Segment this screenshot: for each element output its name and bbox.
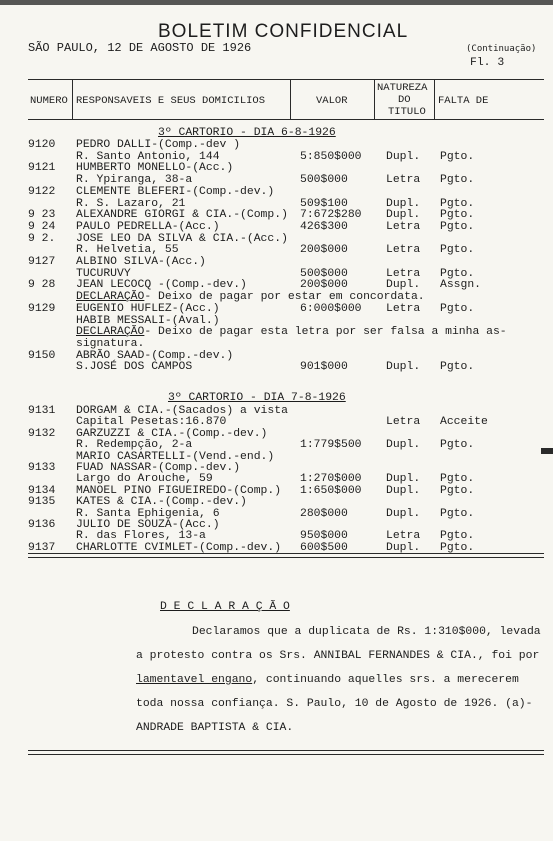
place-date: SÃO PAULO, 12 DE AGOSTO DE 1926 <box>28 41 252 55</box>
entry-text: TUCURUVY <box>76 267 131 280</box>
entry-natureza: Dupl. <box>386 361 421 374</box>
entry-text: JEAN LECOCQ -(Comp.-dev.) <box>76 279 247 292</box>
entry-valor: 280$000 <box>300 507 348 520</box>
entry-valor: 200$000 <box>300 244 348 257</box>
entry-number: 9133 <box>28 462 56 474</box>
table-col-divider-1 <box>72 79 73 119</box>
entry-natureza: Letra <box>386 174 421 187</box>
entry-natureza: Dupl. <box>386 473 421 486</box>
entry-falta: Pgto. <box>440 361 475 374</box>
col-header-numero: NUMERO <box>30 95 68 107</box>
entry-valor: 5:850$000 <box>300 150 362 163</box>
declaracao-underlined-phrase: lamentavel engano <box>136 674 253 686</box>
declaracao-line-2: a protesto contra os Srs. ANNIBAL FERNANDES & CIA., foi por <box>136 650 540 662</box>
entry-text: HABIB MESSALI-(Aval.) <box>76 314 220 327</box>
entry-text: HUMBERTO MONELLO-(Acc.) <box>76 162 234 175</box>
entry-natureza: Letra <box>386 244 421 257</box>
entry-falta: Pgto. <box>440 220 475 233</box>
entry-valor: 500$000 <box>300 267 348 280</box>
entry-valor: 509$100 <box>300 197 348 210</box>
entry-natureza: Dupl. <box>386 541 421 554</box>
entry-falta: Pgto. <box>440 507 475 520</box>
entry-text: R. das Flores, 13-a <box>76 530 206 543</box>
table-col-divider-3 <box>374 79 375 119</box>
entry-natureza: Letra <box>386 302 421 315</box>
col-header-natureza-1: NATUREZA <box>377 82 428 94</box>
col-header-falta: FALTA DE <box>438 95 489 107</box>
entry-number: 9131 <box>28 405 56 417</box>
entry-text: MANOEL PINO FIGUEIREDO-(Comp.) <box>76 484 282 497</box>
entry-text: R. Helvetia, 55 <box>76 244 179 257</box>
declaracao-line-1: Declaramos que a duplicata de Rs. 1:310$000, levada <box>192 626 541 638</box>
entry-number: 9121 <box>28 162 56 175</box>
margin-ink-mark <box>541 448 553 454</box>
table-header-bottom-rule <box>28 119 544 120</box>
entry-falta: Pgto. <box>440 541 475 554</box>
entry-falta: Pgto. <box>440 267 475 280</box>
entry-text: signatura. <box>76 337 145 350</box>
col-header-natureza-2: DO <box>398 94 411 106</box>
entry-natureza: Dupl. <box>386 279 421 292</box>
entry-natureza: Letra <box>386 267 421 280</box>
entry-text: FUAD NASSAR-(Comp.-dev.) <box>76 462 241 474</box>
entry-text: R. Ypiranga, 38-a <box>76 174 193 187</box>
entry-valor: 426$300 <box>300 220 348 233</box>
entry-falta: Pgto. <box>440 302 475 315</box>
entry-number: 9 2. <box>28 232 56 245</box>
entry-number: 9132 <box>28 427 56 440</box>
entry-number: 9120 <box>28 139 56 151</box>
entry-number: 9135 <box>28 496 56 509</box>
col-header-natureza-3: TITULO <box>388 106 426 118</box>
entry-text: R. S. Lazaro, 21 <box>76 197 186 210</box>
entry-valor: 500$000 <box>300 174 348 187</box>
entry-number: 9 28 <box>28 279 56 292</box>
entry-natureza: Letra <box>386 416 421 429</box>
section-heading-2: 3º CARTORIO - DIA 7-8-1926 <box>168 392 346 404</box>
entry-number: 9137 <box>28 541 56 554</box>
entry-number: 9150 <box>28 349 56 362</box>
declaracao-heading: D E C L A R A Ç Ã O <box>160 601 290 613</box>
declaracao-line-4: toda nossa confiança. S. Paulo, 10 de Agosto de 1926. (a)- <box>136 698 533 710</box>
entry-valor: 200$000 <box>300 279 348 292</box>
page-end-rule-2 <box>28 754 544 755</box>
entry-natureza: Dupl. <box>386 507 421 520</box>
entry-number: 9127 <box>28 256 56 268</box>
col-header-valor: VALOR <box>316 95 348 107</box>
entry-falta: Pgto. <box>440 150 475 163</box>
entry-number: 9129 <box>28 302 56 315</box>
entry-falta: Acceite <box>440 416 488 429</box>
table-col-divider-2 <box>290 79 291 119</box>
entry-text: JULIO DE SOUZA-(Acc.) <box>76 519 220 531</box>
entry-text: R. Santo Antonio, 144 <box>76 150 220 163</box>
entry-falta: Pgto. <box>440 473 475 486</box>
declaracao-line-3-rest: , continuando aquelles srs. a merecerem <box>252 674 519 686</box>
entry-natureza: Letra <box>386 530 421 543</box>
entry-text: MARIO CASARTELLI-(Vend.-end.) <box>76 450 275 463</box>
entry-natureza: Letra <box>386 220 421 233</box>
entry-valor: 600$500 <box>300 541 348 554</box>
entry-natureza: Dupl. <box>386 150 421 163</box>
entry-valor: 1:779$500 <box>300 439 362 452</box>
entry-text: ALBINO SILVA-(Acc.) <box>76 256 206 268</box>
entry-valor: 6:000$000 <box>300 302 362 315</box>
declaracao-line-3 <box>136 674 519 686</box>
entry-falta: Pgto. <box>440 484 475 497</box>
entry-falta: Pgto. <box>440 530 475 543</box>
entry-text: CLEMENTE BLEFERI-(Comp.-dev.) <box>76 185 275 198</box>
page-end-rule-1 <box>28 750 544 751</box>
top-edge-bar <box>0 0 553 5</box>
table-end-rule-2 <box>28 557 544 558</box>
entry-natureza: Dupl. <box>386 439 421 452</box>
table-header-top-rule <box>28 79 544 80</box>
entry-falta: Pgto. <box>440 197 475 210</box>
entry-falta: Pgto. <box>440 439 475 452</box>
entry-text: Capital Pesetas:16.870 <box>76 416 227 429</box>
entry-valor: 901$000 <box>300 361 348 374</box>
entry-text <box>76 326 507 338</box>
entry-number: 9134 <box>28 484 56 497</box>
entry-text: R. Santa Ephigenia, 6 <box>76 507 220 520</box>
entry-text: PEDRO DALLI-(Comp.-dev ) <box>76 139 241 151</box>
entry-valor: 1:270$000 <box>300 473 362 486</box>
table-end-rule-1 <box>28 553 544 554</box>
entry-valor: 1:650$000 <box>300 484 362 497</box>
entry-text: CHARLOTTE CVIMLET-(Comp.-dev.) <box>76 541 282 554</box>
declaracao-text: - Deixo de pagar esta letra por ser falsa a minha as- <box>144 326 507 339</box>
page-title: BOLETIM CONFIDENCIAL <box>158 21 409 42</box>
entry-natureza: Dupl. <box>386 484 421 497</box>
entry-text: EUGENIO HUFLEZ-(Acc.) <box>76 302 220 315</box>
entry-text: Largo do Arouche, 59 <box>76 473 213 486</box>
entry-natureza: Dupl. <box>386 197 421 210</box>
entry-falta: Pgto. <box>440 209 475 222</box>
continuation-note: (Continuação) <box>466 44 537 54</box>
entry-number: 9122 <box>28 185 56 198</box>
table-col-divider-4 <box>434 79 435 119</box>
entry-text: JOSE LEO DA SILVA & CIA.-(Acc.) <box>76 232 288 245</box>
declaracao-text: - Deixo de pagar por estar em concordata. <box>144 291 425 304</box>
entry-text: KATES & CIA.-(Comp.-dev.) <box>76 496 247 509</box>
entry-text: GARZUZZI & CIA.-(Comp.-dev.) <box>76 427 268 440</box>
declaracao-line-5: ANDRADE BAPTISTA & CIA. <box>136 722 294 734</box>
entry-text <box>76 291 425 303</box>
sheet-number: Fl. 3 <box>470 57 505 69</box>
entry-valor: 950$000 <box>300 530 348 543</box>
entry-text: ABRÃO SAAD-(Comp.-dev.) <box>76 349 234 362</box>
entry-falta: Pgto. <box>440 174 475 187</box>
entry-number: 9 23 <box>28 209 56 222</box>
declaracao-label: DECLARAÇÃO <box>76 291 145 304</box>
col-header-responsaveis: RESPONSAVEIS E SEUS DOMICILIOS <box>76 95 266 107</box>
entry-text: R. Redempção, 2-a <box>76 439 193 452</box>
entry-number: 9 24 <box>28 220 56 233</box>
entry-number: 9136 <box>28 519 56 531</box>
entry-text: DORGAM & CIA.-(Sacados) a vista <box>76 405 288 417</box>
entry-falta: Pgto. <box>440 244 475 257</box>
entry-falta: Assgn. <box>440 279 482 292</box>
section-heading-1: 3º CARTORIO - DIA 6-8-1926 <box>158 127 336 139</box>
entry-valor: 7:672$280 <box>300 209 362 222</box>
declaracao-label: DECLARAÇÃO <box>76 326 145 339</box>
entry-text: PAULO PEDRELLA-(Acc.) <box>76 220 220 233</box>
entry-text: S.JOSÉ DOS CAMPOS <box>76 361 193 374</box>
entry-natureza: Dupl. <box>386 209 421 222</box>
entry-text: ALEXANDRE GIORGI & CIA.-(Comp.) <box>76 209 288 222</box>
